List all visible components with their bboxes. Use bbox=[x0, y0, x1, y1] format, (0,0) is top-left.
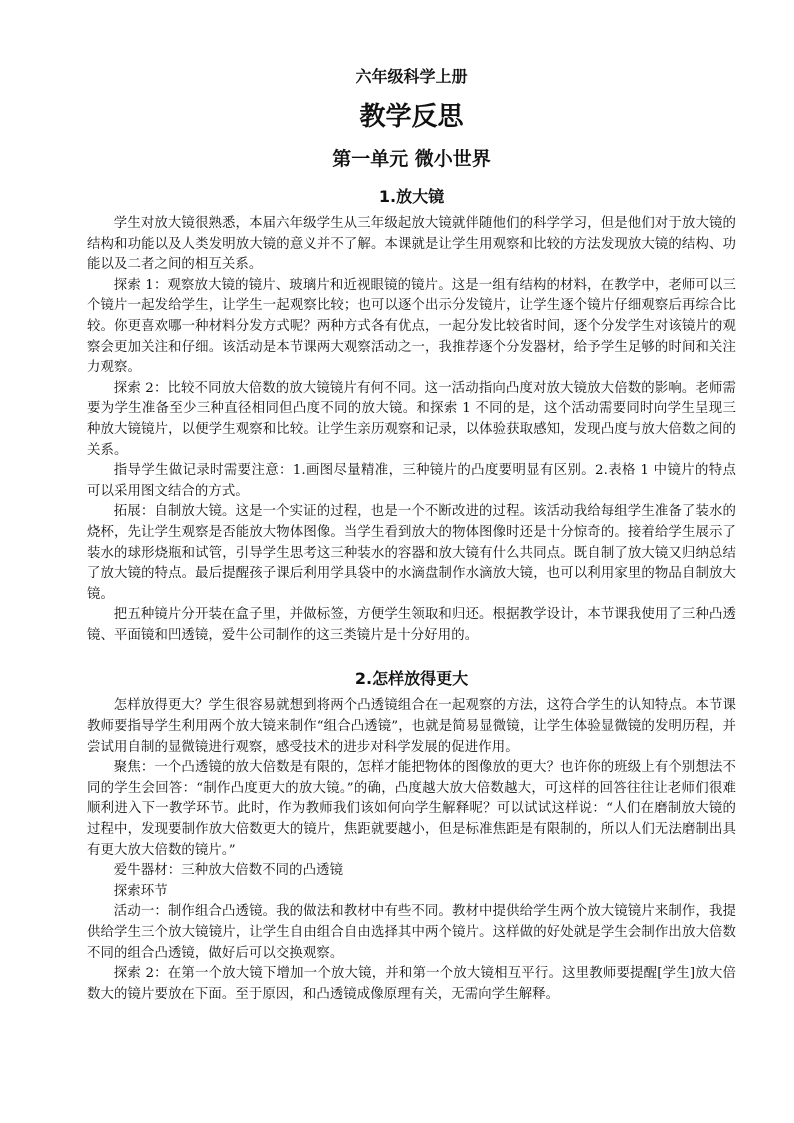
grade-heading: 六年级科学上册 bbox=[355, 67, 468, 86]
lesson-2-paragraph: 怎样放得更大？学生很容易就想到将两个凸透镜组合在一起观察的方法，这符合学生的认知特点。本节课教师要指导学生利用两个放大镜来制作“组合凸透镜”，也就是简易显微镜，让学生体验显微镜的发明历程，并尝试用自制的显微镜进行观察，感受技术的进步对科学发展的促进作用。 bbox=[87, 698, 736, 755]
lesson-2-paragraph: 探索环节 bbox=[113, 883, 168, 899]
lesson-1-paragraph: 学生对放大镜很熟悉，本届六年级学生从三年级起放大镜就伴随他们的科学学习，但是他们对于放大镜的结构和功能以及人类发明放大镜的意义并不了解。本课就是让学生用观察和比较的方法发现放大镜的结构、功能以及二者之间的相互关系。 bbox=[87, 216, 736, 273]
lesson-1-paragraph: 指导学生做记录时需要注意：1.画图尽量精准，三种镜片的凸度要明显有区别。2.表格 1 中镜片的特点可以采用图文结合的方式。 bbox=[87, 463, 736, 499]
lesson-2-title: 2.怎样放得更大 bbox=[354, 669, 469, 689]
lesson-2-paragraph: 聚焦：一个凸透镜的放大倍数是有限的，怎样才能把物体的图像放的更大？也许你的班级上有个别想法不同的学生会回答：“制作凸度更大的放大镜。”的确，凸度越大放大倍数越大，可这样的回答往往让老师们很难顺利进入下一教学环节。此时，作为教师我们该如何向学生解释呢？可以试试这样说：“人们在磨制放大镜的过程中，发现要制作放大倍数更大的镜片，焦距就要越小，但是标准焦距是有限制的，所以人们无法磨制出具有更大放大倍数的镜片。” bbox=[87, 760, 736, 858]
page-title: 教学反思 bbox=[359, 102, 464, 132]
lesson-1-paragraph: 把五种镜片分开装在盒子里，并做标签，方便学生领取和归还。根据教学设计，本节课我使用了三种凸透镜、平面镜和凹透镜，爱牛公司制作的这三类镜片是十分好用的。 bbox=[87, 607, 736, 643]
lesson-1-title: 1.放大镜 bbox=[378, 187, 445, 206]
lesson-2-paragraph: 活动一：制作组合凸透镜。我的做法和教材中有些不同。教材中提供给学生两个放大镜镜片来制作，我提供给学生三个放大镜镜片，让学生自由组合自由选择其中两个镜片。这样做的好处就是学生会制作出放大倍数不同的组合凸透镜，做好后可以交换观察。 bbox=[87, 904, 736, 961]
lesson-1-paragraph: 拓展：自制放大镜。这是一个实证的过程，也是一个不断改进的过程。该活动我给每组学生准备了装水的烧杯，先让学生观察是否能放大物体图像。当学生看到放大的物体图像时还是十分惊奇的。接着给学生展示了装水的球形烧瓶和试管，引导学生思考这三种装水的容器和放大镜有什么共同点。既自制了放大镜又归纳总结了放大镜的特点。最后提醒孩子课后利用学具袋中的水滴盘制作水滴放大镜，也可以利用家里的物品自制放大镜。 bbox=[87, 504, 736, 602]
lesson-1-paragraph: 探索 2：比较不同放大倍数的放大镜镜片有何不同。这一活动指向凸度对放大镜放大倍数的影响。老师需要为学生准备至少三种直径相同但凸度不同的放大镜。和探索 1 不同的是，这个活动需要同时向学生呈现三种放大镜镜片，以便学生观察和比较。让学生亲历观察和记录，以体验获取感知，发现凸度与放大倍数之间的关系。 bbox=[87, 380, 736, 458]
lesson-2-paragraph: 探索 2：在第一个放大镜下增加一个放大镜，并和第一个放大镜相互平行。这里教师要提醒[学生]放大倍数大的镜片要放在下面。至于原因，和凸透镜成像原理有关，无需向学生解释。 bbox=[87, 966, 736, 1002]
lesson-2-paragraph: 爱牛器材：三种放大倍数不同的凸透镜 bbox=[113, 863, 344, 879]
lesson-1-paragraph: 探索 1：观察放大镜的镜片、玻璃片和近视眼镜的镜片。这是一组有结构的材料，在教学中，老师可以三个镜片一起发给学生，让学生一起观察比较；也可以逐个出示分发镜片，让学生逐个镜片仔细观察后再综合比较。你更喜欢哪一种材料分发方式呢？两种方式各有优点，一起分发比较省时间，逐个分发学生对该镜片的观察会更加关注和仔细。该活动是本节课两大观察活动之一，我推荐逐个分发器材，给予学生足够的时间和关注力观察。 bbox=[87, 277, 736, 376]
unit-title: 第一单元 微小世界 bbox=[332, 148, 491, 170]
